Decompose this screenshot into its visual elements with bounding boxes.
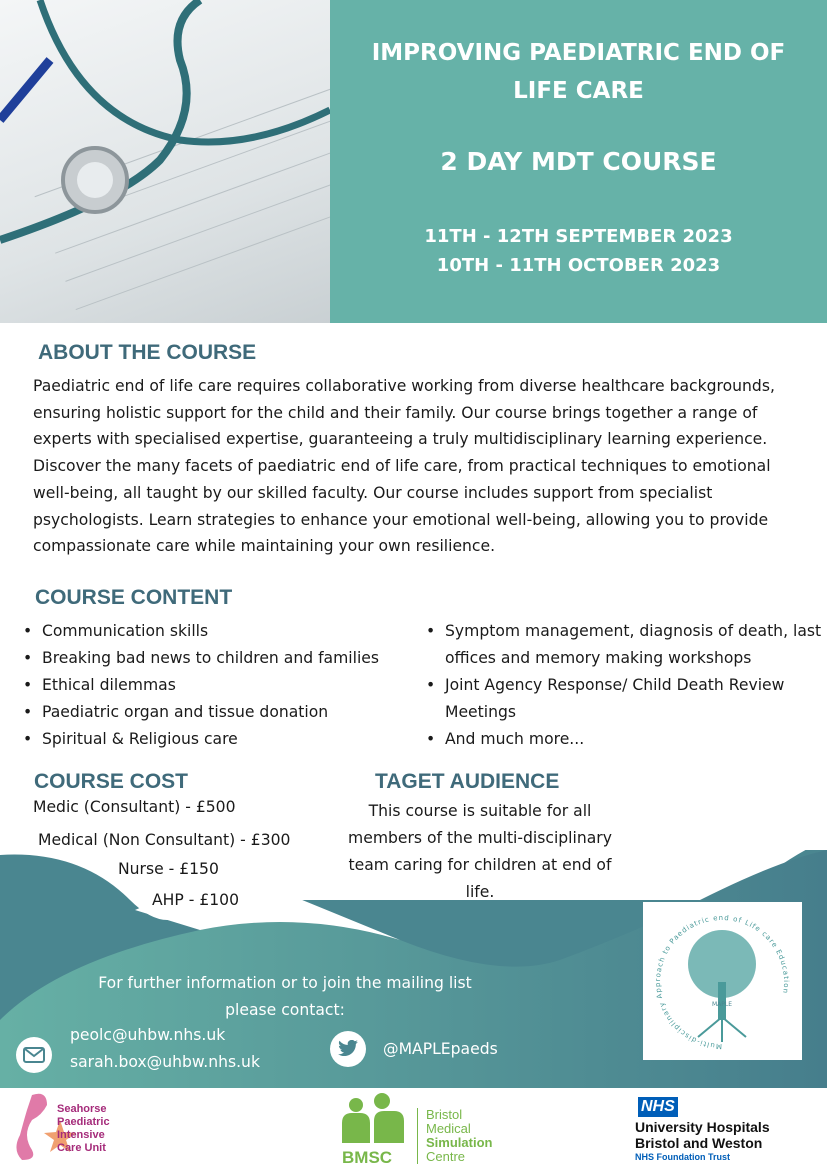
- bmsc-logo-text: [426, 1108, 492, 1164]
- logo-line: Intensive: [57, 1129, 105, 1141]
- mail-icon: [16, 1037, 52, 1073]
- twitter-handle[interactable]: @MAPLEpaeds: [383, 1040, 498, 1058]
- logo-line: Medical: [426, 1121, 471, 1136]
- maple-logo: [643, 902, 802, 1060]
- logo-line: Paediatric: [57, 1116, 110, 1128]
- list-item: • Communication skills: [20, 618, 420, 645]
- logo-line: Simulation: [426, 1135, 493, 1150]
- logo-line: Seahorse: [57, 1103, 107, 1115]
- contact-intro: For further information or to join the mailing list please contact:: [98, 974, 472, 1019]
- seahorse-logo-text: [57, 1103, 110, 1155]
- list-item: • Symptom management, diagnosis of death, last offices and memory making workshops: [423, 618, 823, 672]
- divider: [417, 1108, 418, 1164]
- nhs-logo: NHS: [638, 1097, 678, 1117]
- email-link[interactable]: sarah.box@uhbw.nhs.uk: [70, 1053, 260, 1071]
- cost-item: Medic (Consultant) - £500: [33, 798, 236, 816]
- logo-line: Bristol and Weston: [635, 1135, 763, 1151]
- audience-heading: TAGET AUDIENCE: [375, 770, 560, 793]
- list-item: • Paediatric organ and tissue donation: [20, 699, 420, 726]
- list-item: • Spiritual & Religious care: [20, 726, 420, 753]
- logo-line: Bristol: [426, 1107, 463, 1122]
- list-item: • Joint Agency Response/ Child Death Review Meetings: [423, 672, 823, 726]
- content-list-left: [20, 618, 420, 753]
- bmsc-logo-image: [340, 1093, 410, 1149]
- bmsc-abbr: BMSC: [342, 1148, 393, 1167]
- about-text: Paediatric end of life care requires collaborative working from diverse healthcare backgrounds, ensuring holistic support for the child and their family. Our course brings together a range of experts with specialised expertise, guaranteeing a truly multidisciplinary learning experience. Discover the many facets of paediatric end of life care, from practical techniques to emotional well-being, all taught by our skilled faculty. Our course includes support from specialist psychologists. Learn strategies to enhance your emotional well-being, allowing you to provide compassionate care while maintaining your own resilience.: [33, 377, 775, 556]
- maple-ring-text: Multi-disciplinary Approach to Paediatric end of Life care Education: [653, 913, 791, 1051]
- uhbw-name: [635, 1119, 770, 1151]
- twitter-icon: [330, 1031, 366, 1067]
- logo-line: University Hospitals: [635, 1119, 770, 1135]
- list-item: • Breaking bad news to children and families: [20, 645, 420, 672]
- course-date-1: 11TH - 12TH SEPTEMBER 2023: [424, 226, 733, 247]
- stethoscope-image: [0, 0, 330, 323]
- email-link[interactable]: peolc@uhbw.nhs.uk: [70, 1026, 226, 1044]
- about-heading: ABOUT THE COURSE: [38, 341, 257, 364]
- list-item: • And much more...: [423, 726, 823, 753]
- audience-text: This course is suitable for all members of the multi-disciplinary team caring for children at end of life.: [348, 802, 612, 901]
- cost-item: Medical (Non Consultant) - £300: [38, 831, 291, 849]
- header-panel: [330, 0, 827, 323]
- stethoscope-photo: [0, 0, 330, 323]
- logo-line: Centre: [426, 1149, 466, 1164]
- content-heading: COURSE CONTENT: [35, 586, 233, 609]
- course-date-2: 10TH - 11TH OCTOBER 2023: [436, 255, 721, 276]
- content-list-right: [423, 618, 823, 753]
- uhbw-sub: NHS Foundation Trust: [635, 1152, 730, 1162]
- cost-heading: COURSE COST: [34, 770, 189, 793]
- cost-item: Nurse - £150: [118, 860, 219, 878]
- maple-wordmark: MAPLE: [711, 1001, 733, 1008]
- course-subtitle: 2 DAY MDT COURSE: [440, 147, 717, 176]
- cost-item: AHP - £100: [152, 891, 240, 909]
- list-item: • Ethical dilemmas: [20, 672, 420, 699]
- course-title: IMPROVING PAEDIATRIC END OF LIFE CARE: [371, 40, 786, 104]
- logo-line: Care Unit: [57, 1142, 106, 1154]
